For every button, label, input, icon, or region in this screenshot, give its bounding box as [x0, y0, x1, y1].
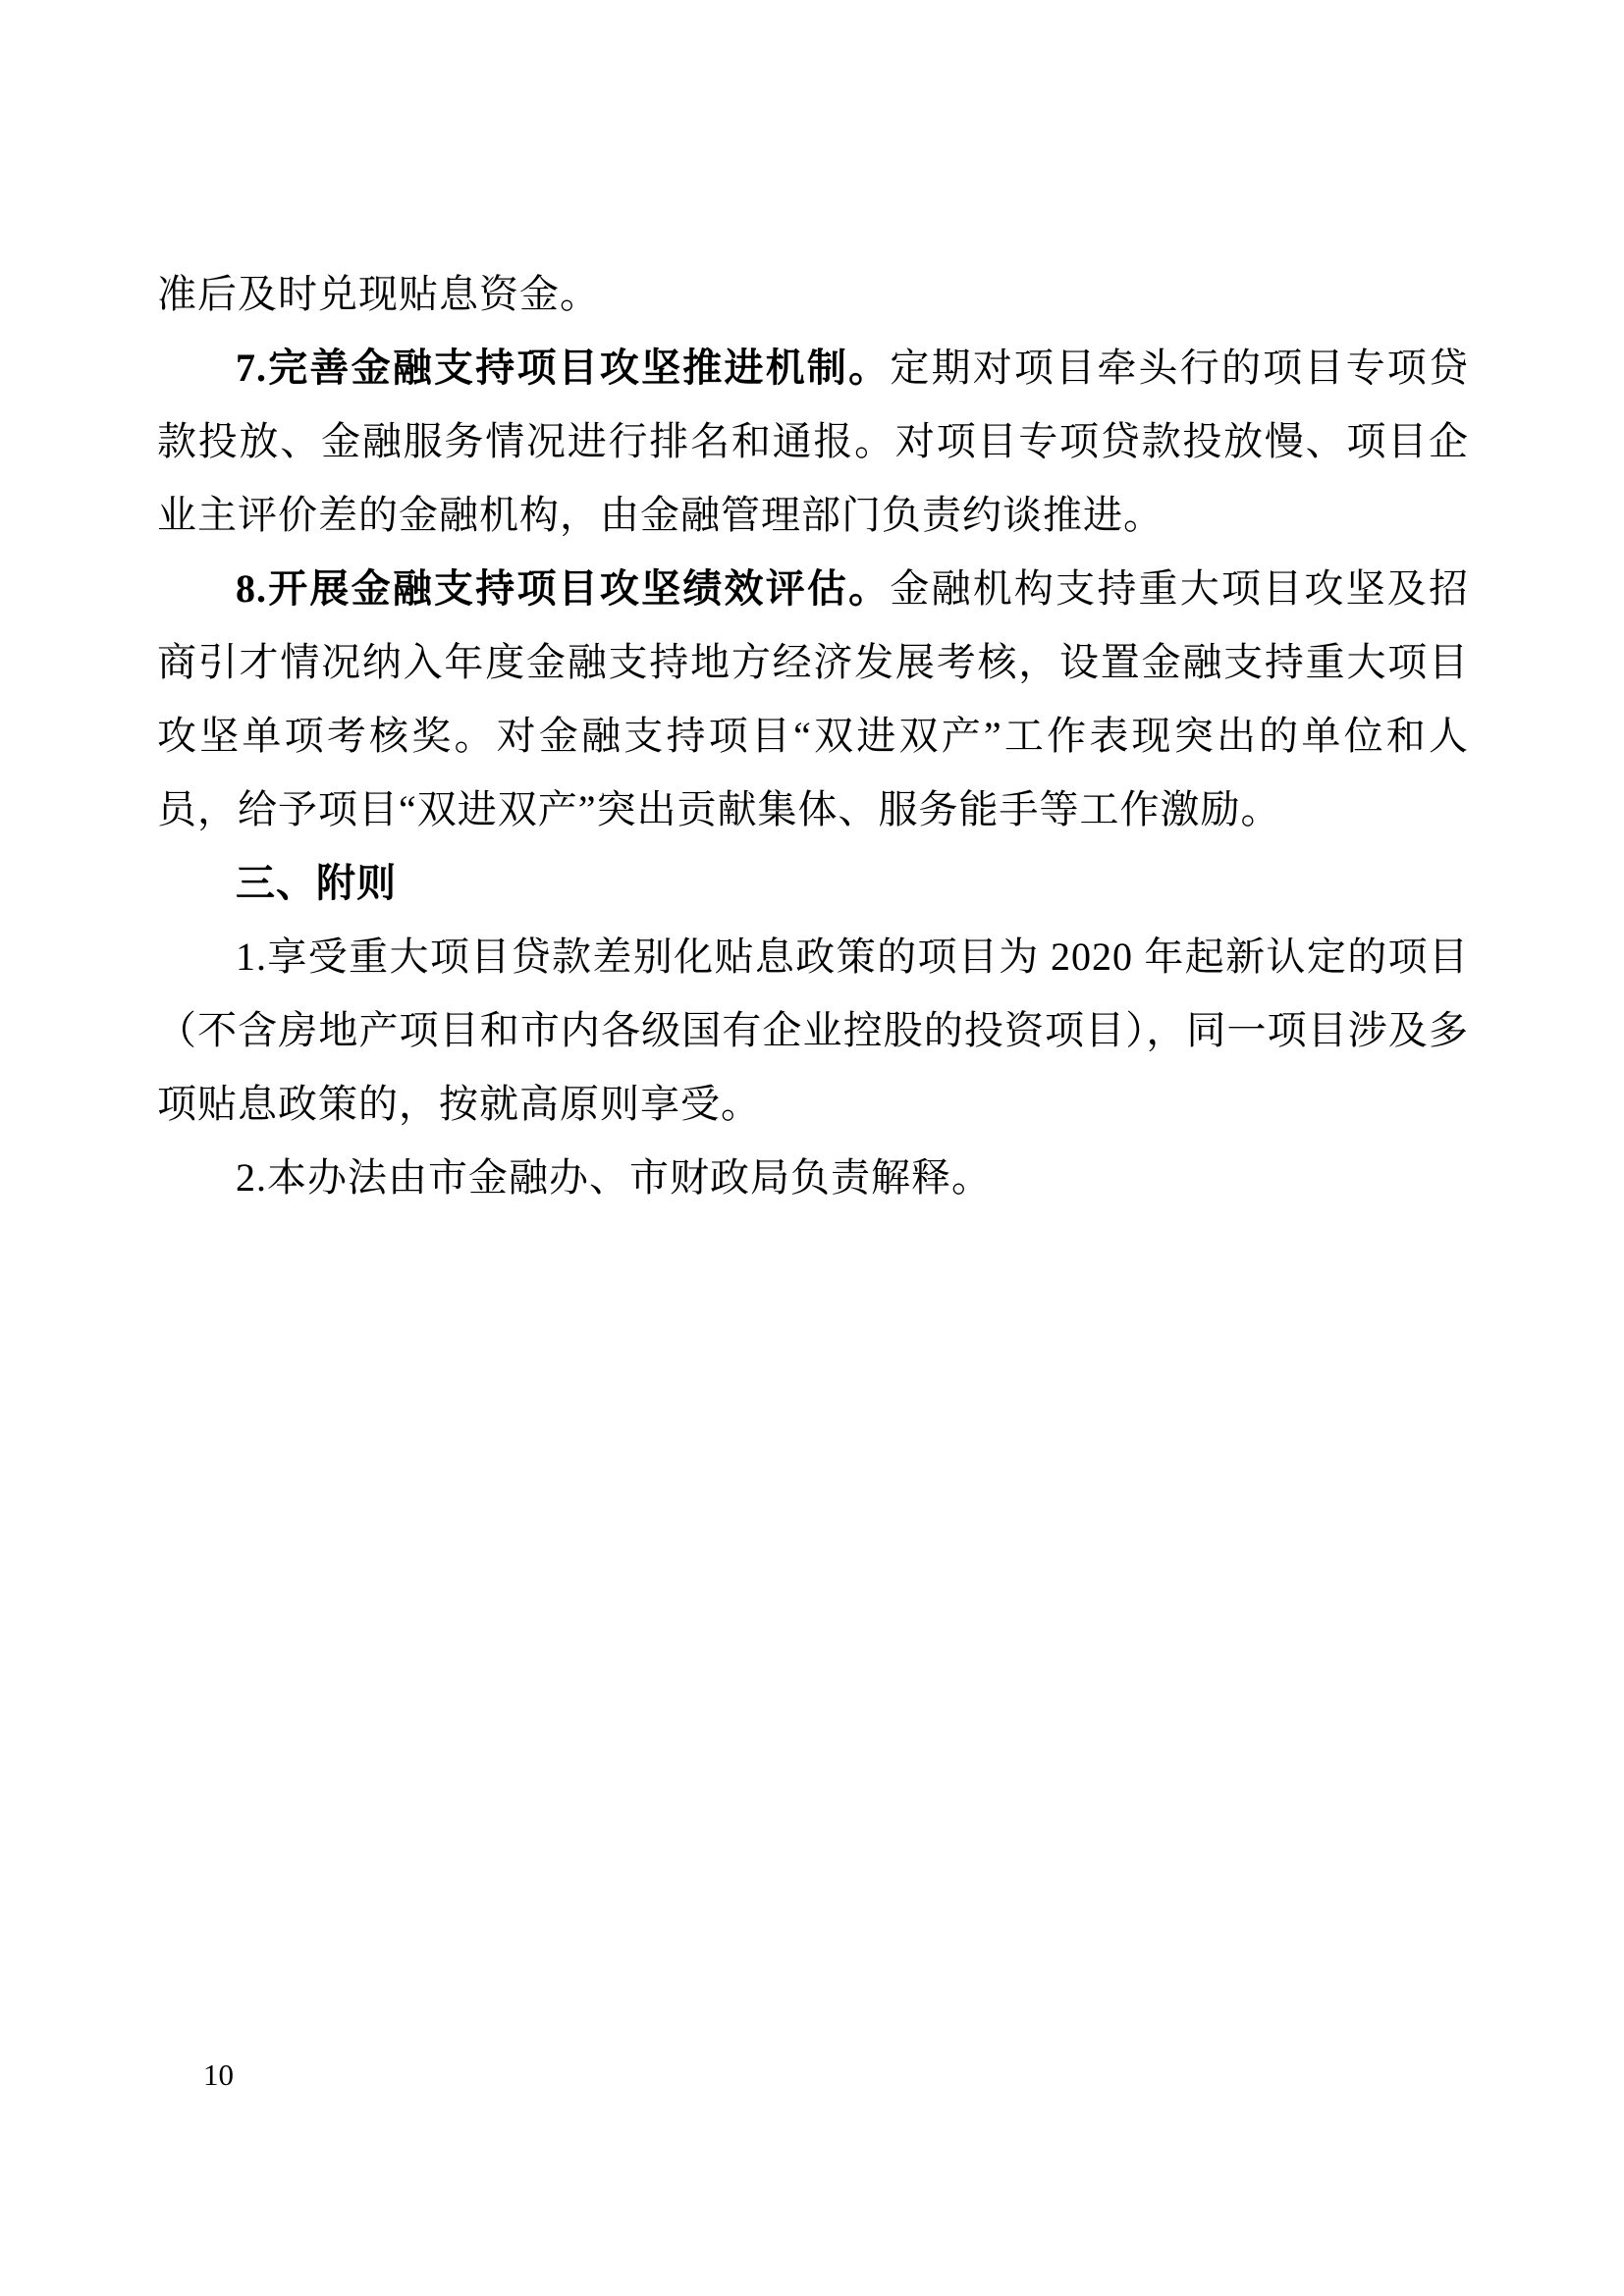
paragraph-annex-2	[157, 1141, 1469, 1214]
paragraph-lead-bold: 8.开展金融支持项目攻坚绩效评估。	[236, 566, 891, 611]
paragraph-lead-bold: 7.完善金融支持项目攻坚推进机制。	[236, 346, 891, 390]
paragraph-text: 准后及时兑现贴息资金。	[157, 272, 600, 316]
paragraph-item-7	[157, 331, 1469, 552]
document-body	[157, 257, 1469, 1214]
paragraph-text: 1.享受重大项目贷款差别化贴息政策的项目为 2020 年起新认定的项目（不含房地产项目和市内各级国有企业控股的投资项目），同一项目涉及多项贴息政策的，按就高原则享受。	[157, 934, 1469, 1126]
section-heading	[157, 846, 1469, 920]
paragraph-text: 定期对项目牵头行的项目专项贷款投放、金融服务情况进行排名和通报。对项目专项贷款投放慢、项目企业主评价差的金融机构，由金融管理部门负责约谈推进。	[157, 346, 1470, 537]
page-number: 10	[203, 2057, 234, 2092]
paragraph-item-8	[157, 552, 1469, 846]
paragraph-text: 金融机构支持重大项目攻坚及招商引才情况纳入年度金融支持地方经济发展考核，设置金融支持重大项目攻坚单项考核奖。对金融支持项目“双进双产”工作表现突出的单位和人员，给予项目“双进双产”突出贡献集体、服务能手等工作激励。	[157, 566, 1470, 831]
paragraph-annex-1	[157, 920, 1469, 1141]
paragraph-text: 2.本办法由市金融办、市财政局负责解释。	[236, 1155, 992, 1200]
section-heading-text: 三、附则	[236, 861, 397, 905]
paragraph-continuation	[157, 257, 1469, 331]
